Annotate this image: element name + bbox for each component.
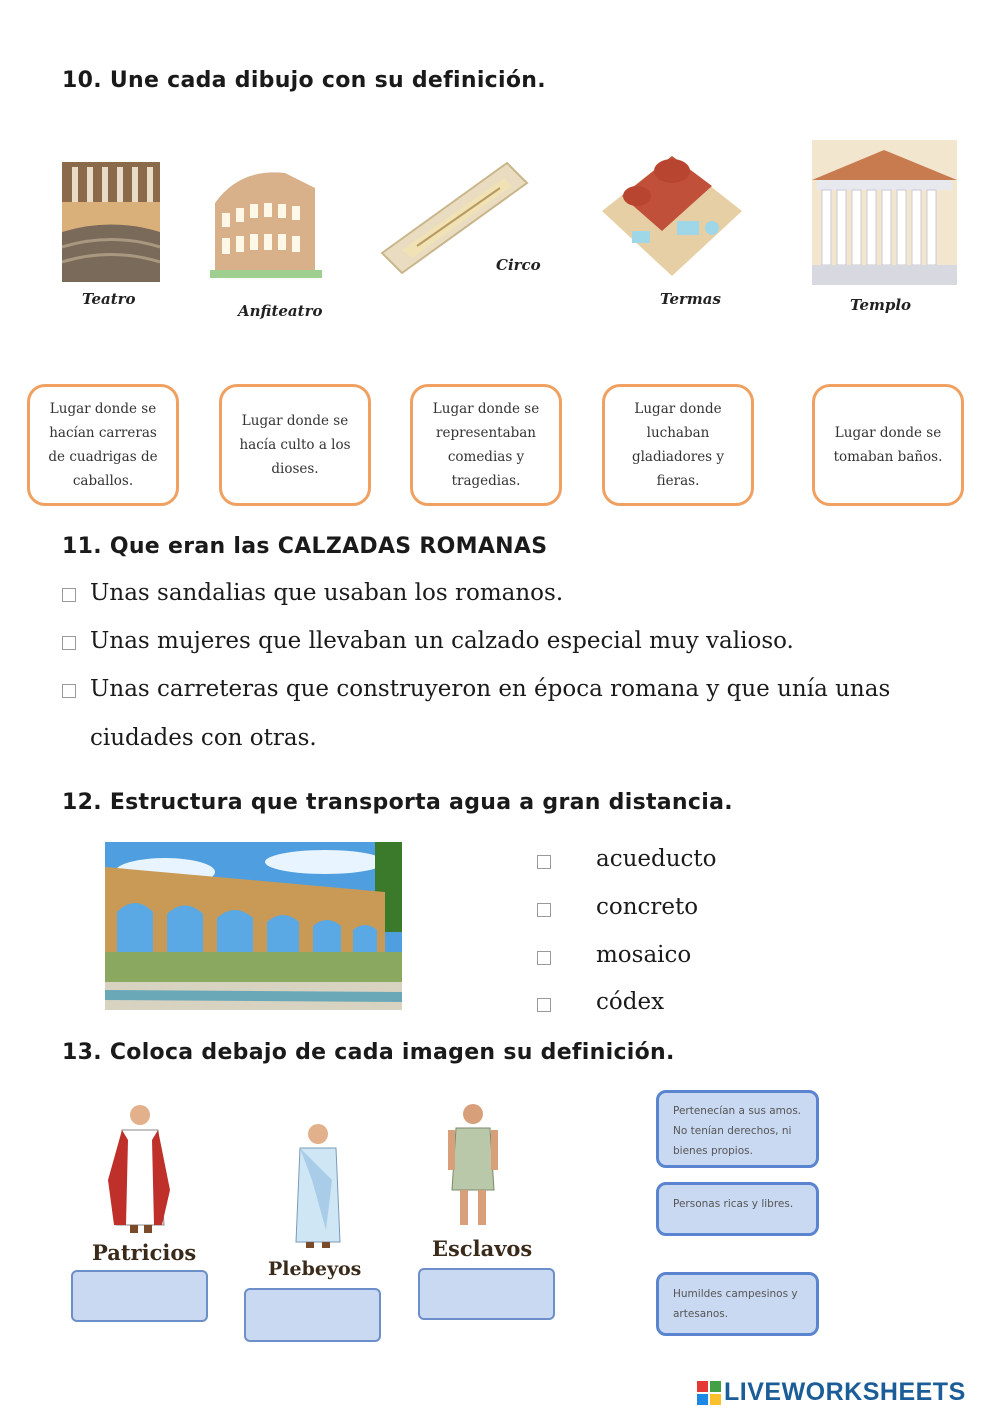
anfiteatro-image	[210, 158, 322, 278]
q11-title: 11. Que eran las CALZADAS ROMANAS	[62, 534, 548, 559]
liveworksheets-logo[interactable]: LIVEWORKSHEETS	[724, 1378, 966, 1406]
answer-box-esclavos[interactable]	[418, 1268, 555, 1320]
q12-option-4: códex	[596, 989, 665, 1015]
definition-card-esclavos[interactable]	[656, 1090, 819, 1168]
plebeyo-figure	[282, 1120, 354, 1250]
q12-checkbox-1[interactable]	[537, 855, 551, 869]
q13-title: 13. Coloca debajo de cada imagen su definición.	[62, 1040, 675, 1065]
definition-text-1: Lugar donde se hacían carreras de cuadrigas de caballos.	[48, 401, 158, 489]
q11-option-3-cont: ciudades con otras.	[90, 725, 317, 751]
answer-box-plebeyos[interactable]	[244, 1288, 381, 1342]
q12-option-2: concreto	[596, 894, 699, 920]
definition-text-5: Lugar donde se tomaban baños.	[833, 425, 943, 465]
caption-teatro: Teatro	[82, 290, 136, 308]
q11-option-3: Unas carreteras que construyeron en época romana y que unía unas	[90, 676, 891, 702]
teatro-image	[62, 162, 160, 282]
caption-circo: Circo	[496, 256, 541, 274]
termas-image	[592, 136, 752, 286]
definition-card-patricios[interactable]	[656, 1182, 819, 1236]
definition-card-text-2: Personas ricas y libres.	[673, 1198, 794, 1210]
q12-option-3: mosaico	[596, 942, 692, 968]
definition-card-text-1: Pertenecían a sus amos. No tenían derechos, ni bienes propios.	[673, 1105, 802, 1157]
q11-checkbox-3[interactable]	[62, 684, 76, 698]
definition-box-4[interactable]	[602, 384, 754, 506]
q11-checkbox-1[interactable]	[62, 588, 76, 602]
definition-box-3[interactable]	[410, 384, 562, 506]
role-patricios: Patricios	[92, 1240, 197, 1265]
liveworksheets-logo-icon	[697, 1381, 721, 1405]
answer-box-patricios[interactable]	[71, 1270, 208, 1322]
aqueduct-image	[105, 842, 402, 1010]
q10-title: 10. Une cada dibujo con su definición.	[62, 68, 546, 93]
definition-text-2: Lugar donde se hacía culto a los dioses.	[239, 413, 351, 477]
definition-text-4: Lugar donde luchaban gladiadores y fieras.	[631, 401, 725, 489]
definition-box-5[interactable]	[812, 384, 964, 506]
definition-card-text-3: Humildes campesinos y artesanos.	[673, 1288, 798, 1320]
q12-checkbox-3[interactable]	[537, 951, 551, 965]
q11-option-1: Unas sandalias que usaban los romanos.	[90, 580, 564, 606]
patricio-figure	[100, 1100, 180, 1235]
caption-anfiteatro: Anfiteatro	[238, 302, 323, 320]
definition-card-plebeyos[interactable]	[656, 1272, 819, 1336]
definition-box-1[interactable]	[27, 384, 179, 506]
caption-templo: Templo	[850, 296, 912, 314]
esclavo-figure	[440, 1100, 506, 1230]
q11-option-2: Unas mujeres que llevaban un calzado especial muy valioso.	[90, 628, 794, 654]
templo-image	[812, 140, 957, 285]
q12-title: 12. Estructura que transporta agua a gran distancia.	[62, 790, 733, 815]
q12-checkbox-4[interactable]	[537, 998, 551, 1012]
definition-box-2[interactable]	[219, 384, 371, 506]
role-esclavos: Esclavos	[432, 1236, 533, 1261]
q12-option-1: acueducto	[596, 846, 717, 872]
role-plebeyos: Plebeyos	[268, 1258, 362, 1280]
definition-text-3: Lugar donde se representaban comedias y tragedias.	[432, 401, 540, 489]
q12-checkbox-2[interactable]	[537, 903, 551, 917]
caption-termas: Termas	[660, 290, 721, 308]
q11-checkbox-2[interactable]	[62, 636, 76, 650]
